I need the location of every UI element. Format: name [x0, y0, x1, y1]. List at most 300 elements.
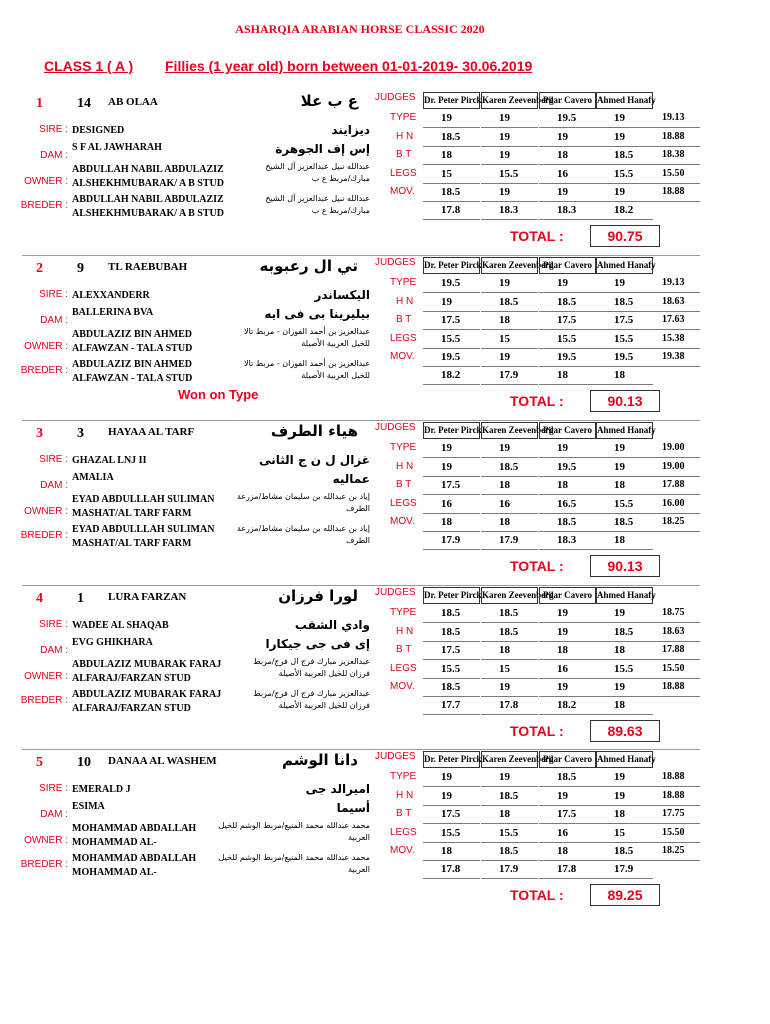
score-cell: 15.5	[481, 166, 538, 184]
horse-name-en: HAYAA AL TARF	[108, 426, 195, 438]
judge-header: Pilar Cavero	[539, 587, 596, 604]
judges-label: JUDGES	[375, 751, 416, 762]
score-average: 18.63	[652, 624, 700, 642]
score-cell: 16	[539, 166, 596, 184]
judge-header: Karen Zeevenberg	[481, 422, 538, 439]
dam-ar: عماليه	[332, 472, 370, 486]
dam-ar: أسيما	[336, 801, 370, 815]
breeder-en-line2: ALFARAJ/FARZAN STUD	[72, 703, 191, 714]
score-row-label-bt: B T	[396, 479, 412, 490]
score-average: 15.38	[652, 331, 700, 349]
score-cell: 15	[481, 331, 538, 349]
owner-ar-line2: العربية	[348, 833, 370, 842]
score-cell: 19	[423, 788, 480, 806]
entry-divider	[22, 585, 700, 586]
owner-label: OWNER :	[24, 671, 68, 682]
sire-ar: وادي الشقب	[294, 618, 370, 632]
score-cell: 19	[423, 459, 480, 477]
score-cell: 19	[596, 788, 653, 806]
breeder-label: BREDER :	[20, 530, 68, 541]
score-row-label-hn: H N	[396, 461, 414, 472]
score-cell: 19.5	[596, 349, 653, 367]
score-cell: 18	[539, 477, 596, 495]
judge-header: Pilar Cavero	[539, 422, 596, 439]
score-cell: 18.5	[423, 184, 480, 202]
score-row-label-bt: B T	[396, 149, 412, 160]
judge-total: 18.3	[481, 202, 538, 220]
score-cell: 19	[423, 294, 480, 312]
score-row-label-hn: H N	[396, 790, 414, 801]
breeder-label: BREDER :	[20, 859, 68, 870]
judge-total: 18	[596, 697, 653, 715]
score-row-label-hn: H N	[396, 296, 414, 307]
entry-rank: 2	[36, 261, 43, 276]
judge-total: 18.3	[539, 202, 596, 220]
judge-header: Dr. Peter Pirck	[423, 422, 480, 439]
score-cell: 19	[423, 440, 480, 458]
score-cell: 19.5	[539, 110, 596, 128]
breeder-en-line1: ABDULAZIZ BIN AHMED	[72, 359, 193, 370]
breeder-ar-line2: العربية	[348, 865, 370, 874]
score-cell: 17.5	[423, 806, 480, 824]
class-description: Fillies (1 year old) born between 01-01-2019- 30.06.2019	[165, 58, 533, 74]
dam-ar: إس إف الجوهرة	[275, 142, 370, 156]
owner-en-line2: MOHAMMAD AL-	[72, 837, 157, 848]
score-average: 17.63	[652, 312, 700, 330]
judge-total: 18.2	[539, 697, 596, 715]
entry-block	[0, 257, 770, 422]
score-average: 18.25	[652, 514, 700, 532]
dam-en: S F AL JAWHARAH	[72, 142, 162, 153]
dam-en: EVG GHIKHARA	[72, 637, 153, 648]
score-cell: 18.5	[596, 294, 653, 312]
score-cell: 18	[481, 514, 538, 532]
dam-en: BALLERINA BVA	[72, 307, 154, 318]
entry-number: 14	[77, 96, 91, 111]
judge-header: Dr. Peter Pirck	[423, 92, 480, 109]
sire-en: EMERALD J	[72, 784, 131, 795]
score-average: 18.88	[652, 184, 700, 202]
score-cell: 19	[596, 129, 653, 147]
score-cell: 18.5	[481, 605, 538, 623]
score-row-label-bt: B T	[396, 314, 412, 325]
score-cell: 19.5	[539, 459, 596, 477]
owner-en-line2: MASHAT/AL TARF FARM	[72, 508, 192, 519]
score-cell: 19	[481, 129, 538, 147]
score-cell: 17.5	[423, 312, 480, 330]
score-cell: 18.5	[539, 514, 596, 532]
breeder-label: BREDER :	[20, 695, 68, 706]
score-cell: 15	[481, 661, 538, 679]
breeder-en-line2: MASHAT/AL TARF FARM	[72, 538, 192, 549]
judge-total: 17.8	[481, 697, 538, 715]
score-cell: 16	[539, 825, 596, 843]
judge-header: Ahmed Hanafy	[596, 257, 653, 274]
owner-ar-line2: مبارك/مربط ع ب	[311, 174, 370, 183]
score-cell: 19	[481, 769, 538, 787]
total-score: 90.13	[590, 555, 660, 577]
score-cell: 18.5	[481, 624, 538, 642]
score-cell: 18.5	[596, 514, 653, 532]
dam-ar: بيليرينا بى فى ايه	[264, 307, 370, 321]
score-average: 18.88	[652, 769, 700, 787]
owner-ar-line1: عبدالله نبيل عبدالعزيز آل الشيخ	[265, 162, 370, 171]
score-cell: 18	[481, 477, 538, 495]
dam-label: DAM :	[40, 150, 68, 161]
breeder-ar-line2: للخيل العربية الأصيلة	[301, 371, 370, 380]
breeder-ar-line2: فرزان للخيل العربية الأصيلة	[278, 701, 370, 710]
score-cell: 15.5	[539, 331, 596, 349]
breeder-en-line2: ALSHEKHMUBARAK/ A B STUD	[72, 208, 224, 219]
score-cell: 16	[423, 496, 480, 514]
judge-total: 17.8	[539, 861, 596, 879]
score-row-label-type: TYPE	[390, 277, 417, 288]
score-cell: 19	[481, 679, 538, 697]
judge-header: Karen Zeevenberg	[481, 751, 538, 768]
judge-total: 18.2	[596, 202, 653, 220]
score-average: 18.38	[652, 147, 700, 165]
score-cell: 18.5	[423, 624, 480, 642]
owner-en-line1: ABDULLAH NABIL ABDULAZIZ	[72, 164, 224, 175]
score-cell: 15.5	[423, 825, 480, 843]
judge-header: Ahmed Hanafy	[596, 587, 653, 604]
score-row-label-type: TYPE	[390, 607, 417, 618]
score-row-label-legs: LEGS	[390, 498, 417, 509]
entry-number: 10	[77, 755, 91, 770]
horse-name-ar: ع ب علا	[300, 92, 358, 110]
score-average: 16.00	[652, 496, 700, 514]
owner-label: OWNER :	[24, 835, 68, 846]
score-cell: 18.5	[539, 294, 596, 312]
breeder-en-line1: EYAD ABDULLLAH SULIMAN	[72, 524, 215, 535]
score-average: 17.88	[652, 642, 700, 660]
total-score: 90.13	[590, 390, 660, 412]
score-cell: 19.5	[423, 275, 480, 293]
score-cell: 19	[481, 440, 538, 458]
entry-block	[0, 751, 770, 916]
score-cell: 19	[539, 275, 596, 293]
score-cell: 19	[481, 349, 538, 367]
score-row-label-mov: MOV.	[390, 681, 415, 692]
sire-en: GHAZAL LNJ II	[72, 455, 147, 466]
owner-ar-line1: عبدالعزيز مبارك فرج ال فرج/مربط	[253, 657, 370, 666]
score-average: 19.13	[652, 275, 700, 293]
score-cell: 19	[596, 459, 653, 477]
breeder-en-line1: ABDULAZIZ MUBARAK FARAJ	[72, 689, 222, 700]
score-cell: 18	[539, 147, 596, 165]
entry-divider	[22, 255, 700, 256]
score-cell: 18	[596, 806, 653, 824]
total-score: 89.25	[590, 884, 660, 906]
judge-total: 17.8	[423, 202, 480, 220]
score-cell: 17.5	[596, 312, 653, 330]
horse-name-ar: دانا الوشم	[281, 751, 358, 769]
score-row-label-legs: LEGS	[390, 168, 417, 179]
score-cell: 15.5	[596, 496, 653, 514]
breeder-ar-line1: إياد بن عبدالله بن سليمان مشاط/مزرعة	[236, 524, 370, 533]
breeder-ar-line1: عبدالعزيز مبارك فرج ال فرج/مربط	[253, 689, 370, 698]
score-cell: 19	[596, 110, 653, 128]
judge-header: Dr. Peter Pirck	[423, 751, 480, 768]
entry-rank: 4	[36, 591, 43, 606]
entry-number: 1	[77, 591, 84, 606]
score-cell: 19	[596, 769, 653, 787]
sire-en: WADEE AL SHAQAB	[72, 620, 169, 631]
score-average: 18.75	[652, 605, 700, 623]
owner-en-line1: MOHAMMAD ABDALLAH	[72, 823, 197, 834]
total-label: TOTAL :	[510, 393, 564, 409]
score-cell: 18.5	[481, 843, 538, 861]
total-label: TOTAL :	[510, 887, 564, 903]
entry-divider	[22, 420, 700, 421]
score-cell: 19	[539, 624, 596, 642]
breeder-en-line1: MOHAMMAD ABDALLAH	[72, 853, 197, 864]
owner-ar-line1: محمد عبدالله محمد المنيع/مربط الوشم للخيل	[218, 821, 370, 830]
horse-name-ar: تي ال رعبوبه	[259, 257, 358, 275]
score-cell: 15.5	[423, 331, 480, 349]
score-row-label-mov: MOV.	[390, 186, 415, 197]
score-cell: 17.5	[539, 806, 596, 824]
judge-total: 17.9	[423, 532, 480, 550]
entry-rank: 5	[36, 755, 43, 770]
score-cell: 17.5	[423, 477, 480, 495]
dam-en: AMALIA	[72, 472, 114, 483]
judge-total: 18	[596, 367, 653, 385]
breeder-label: BREDER :	[20, 365, 68, 376]
score-row-label-hn: H N	[396, 626, 414, 637]
score-cell: 18.5	[423, 129, 480, 147]
score-cell: 19	[539, 605, 596, 623]
breeder-en-line2: ALFAWZAN - TALA STUD	[72, 373, 193, 384]
score-cell: 18	[423, 147, 480, 165]
score-cell: 19	[539, 129, 596, 147]
score-cell: 17.5	[423, 642, 480, 660]
score-cell: 18.5	[481, 459, 538, 477]
dam-label: DAM :	[40, 645, 68, 656]
entry-block	[0, 92, 770, 257]
dam-label: DAM :	[40, 315, 68, 326]
owner-en-line2: ALSHEKHMUBARAK/ A B STUD	[72, 178, 224, 189]
score-average: 15.50	[652, 661, 700, 679]
score-cell: 19	[596, 275, 653, 293]
horse-name-en: AB OLAA	[108, 96, 158, 108]
score-cell: 15.5	[481, 825, 538, 843]
breeder-ar-line1: عبدالعزيز بن أحمد الفوزان - مربط تالا	[244, 359, 370, 368]
document-title: ASHARQIA ARABIAN HORSE CLASSIC 2020	[235, 22, 485, 36]
score-row-label-type: TYPE	[390, 442, 417, 453]
score-cell: 15	[423, 166, 480, 184]
judge-total: 17.8	[423, 861, 480, 879]
score-row-label-hn: H N	[396, 131, 414, 142]
judge-header: Ahmed Hanafy	[596, 422, 653, 439]
judge-total: 18.3	[539, 532, 596, 550]
score-cell: 15.5	[596, 661, 653, 679]
entry-block	[0, 422, 770, 587]
entry-number: 3	[77, 426, 84, 441]
score-cell: 15	[596, 825, 653, 843]
score-cell: 19	[481, 184, 538, 202]
score-row-label-legs: LEGS	[390, 333, 417, 344]
judge-total: 17.9	[481, 367, 538, 385]
horse-name-en: TL RAEBUBAH	[108, 261, 188, 273]
score-row-label-legs: LEGS	[390, 827, 417, 838]
score-cell: 18.5	[596, 843, 653, 861]
score-cell: 15.5	[596, 331, 653, 349]
score-average: 18.63	[652, 294, 700, 312]
entry-divider	[22, 749, 700, 750]
judge-header: Pilar Cavero	[539, 257, 596, 274]
score-cell: 18	[481, 806, 538, 824]
owner-en-line1: ABDULAZIZ MUBARAK FARAJ	[72, 659, 222, 670]
owner-ar-line1: إياد بن عبدالله بن سليمان مشاط/مزرعة	[236, 492, 370, 501]
dam-label: DAM :	[40, 480, 68, 491]
judge-header: Karen Zeevenberg	[481, 92, 538, 109]
sire-en: ALEXXANDERR	[72, 290, 150, 301]
horse-name-en: DANAA AL WASHEM	[108, 755, 217, 767]
total-score: 90.75	[590, 225, 660, 247]
score-cell: 18	[481, 642, 538, 660]
judge-header: Ahmed Hanafy	[596, 92, 653, 109]
judge-header: Dr. Peter Pirck	[423, 587, 480, 604]
score-row-label-type: TYPE	[390, 771, 417, 782]
score-cell: 15.5	[423, 661, 480, 679]
score-cell: 15.5	[596, 166, 653, 184]
score-cell: 16	[539, 661, 596, 679]
score-average: 18.88	[652, 788, 700, 806]
score-cell: 19	[596, 184, 653, 202]
entry-rank: 3	[36, 426, 43, 441]
score-cell: 18	[539, 642, 596, 660]
score-cell: 19	[539, 184, 596, 202]
sire-en: DESIGNED	[72, 125, 125, 136]
owner-en-line1: ABDULAZIZ BIN AHMED	[72, 329, 193, 340]
score-average: 15.50	[652, 825, 700, 843]
judge-total: 17.7	[423, 697, 480, 715]
score-cell: 18	[481, 312, 538, 330]
score-cell: 19.5	[539, 349, 596, 367]
owner-ar-line2: للخيل العربية الأصيلة	[301, 339, 370, 348]
score-row-label-mov: MOV.	[390, 845, 415, 856]
judge-header: Ahmed Hanafy	[596, 751, 653, 768]
score-row-label-mov: MOV.	[390, 351, 415, 362]
score-row-label-legs: LEGS	[390, 663, 417, 674]
judge-header: Karen Zeevenberg	[481, 587, 538, 604]
breeder-ar-line1: محمد عبدالله محمد المنيع/مربط الوشم للخيل	[218, 853, 370, 862]
judge-header: Pilar Cavero	[539, 751, 596, 768]
sire-ar: غزال ل ن ج الثانى	[259, 453, 370, 467]
judges-label: JUDGES	[375, 257, 416, 268]
score-average: 17.75	[652, 806, 700, 824]
owner-ar-line2: فرزان للخيل العربية الأصيلة	[278, 669, 370, 678]
owner-ar-line1: عبدالعزيز بن أحمد الفوزان - مربط تالا	[244, 327, 370, 336]
score-row-label-type: TYPE	[390, 112, 417, 123]
score-cell: 17.5	[539, 312, 596, 330]
sire-label: SIRE :	[39, 783, 68, 794]
won-on-type-note: Won on Type	[178, 387, 259, 402]
horse-name-ar: لورا فرزان	[278, 587, 358, 605]
score-average: 19.38	[652, 349, 700, 367]
score-cell: 19	[596, 440, 653, 458]
score-cell: 18	[539, 843, 596, 861]
class-label: CLASS 1 ( A )	[44, 58, 134, 74]
score-cell: 18	[596, 477, 653, 495]
score-cell: 18	[423, 843, 480, 861]
entry-block	[0, 587, 770, 752]
owner-en-line1: EYAD ABDULLLAH SULIMAN	[72, 494, 215, 505]
score-cell: 19	[539, 440, 596, 458]
breeder-en-line2: MOHAMMAD AL-	[72, 867, 157, 878]
dam-ar: إى فى جى جيكارا	[265, 637, 370, 651]
score-cell: 19.5	[423, 349, 480, 367]
score-cell: 16	[481, 496, 538, 514]
breeder-en-line1: ABDULLAH NABIL ABDULAZIZ	[72, 194, 224, 205]
dam-en: ESIMA	[72, 801, 105, 812]
judges-label: JUDGES	[375, 92, 416, 103]
score-row-label-bt: B T	[396, 808, 412, 819]
judge-total: 18.2	[423, 367, 480, 385]
owner-label: OWNER :	[24, 506, 68, 517]
judge-header: Pilar Cavero	[539, 92, 596, 109]
sire-label: SIRE :	[39, 619, 68, 630]
judge-total: 18	[596, 532, 653, 550]
sire-ar: اليكساندر	[314, 288, 370, 302]
score-average: 17.88	[652, 477, 700, 495]
score-average: 18.88	[652, 679, 700, 697]
dam-label: DAM :	[40, 809, 68, 820]
total-label: TOTAL :	[510, 228, 564, 244]
score-average: 18.25	[652, 843, 700, 861]
score-cell: 18.5	[539, 769, 596, 787]
score-row-label-bt: B T	[396, 644, 412, 655]
owner-en-line2: ALFAWZAN - TALA STUD	[72, 343, 193, 354]
sire-label: SIRE :	[39, 124, 68, 135]
score-average: 19.13	[652, 110, 700, 128]
judge-total: 17.9	[596, 861, 653, 879]
judges-label: JUDGES	[375, 422, 416, 433]
breeder-ar-line2: الطرف	[346, 536, 370, 545]
score-cell: 19	[481, 147, 538, 165]
judge-header: Karen Zeevenberg	[481, 257, 538, 274]
score-cell: 18.5	[596, 624, 653, 642]
score-cell: 19	[423, 769, 480, 787]
total-score: 89.63	[590, 720, 660, 742]
horse-name-en: LURA FARZAN	[108, 591, 187, 603]
sire-label: SIRE :	[39, 289, 68, 300]
score-cell: 19	[481, 110, 538, 128]
score-cell: 18	[596, 642, 653, 660]
judge-total: 17.9	[481, 532, 538, 550]
score-cell: 19	[596, 679, 653, 697]
judge-total: 17.9	[481, 861, 538, 879]
judge-total: 18	[539, 367, 596, 385]
score-cell: 16.5	[539, 496, 596, 514]
sire-ar: اميرالد جى	[305, 782, 370, 796]
score-cell: 19	[481, 275, 538, 293]
owner-ar-line2: الطرف	[346, 504, 370, 513]
breeder-label: BREDER :	[20, 200, 68, 211]
horse-name-ar: هياء الطرف	[270, 422, 358, 440]
breeder-ar-line2: مبارك/مربط ع ب	[311, 206, 370, 215]
sire-ar: ديزايند	[331, 123, 370, 137]
entry-rank: 1	[36, 96, 43, 111]
score-cell: 19	[539, 679, 596, 697]
total-label: TOTAL :	[510, 558, 564, 574]
score-row-label-mov: MOV.	[390, 516, 415, 527]
score-cell: 18.5	[481, 788, 538, 806]
judges-label: JUDGES	[375, 587, 416, 598]
judge-header: Dr. Peter Pirck	[423, 257, 480, 274]
score-cell: 18.5	[423, 679, 480, 697]
